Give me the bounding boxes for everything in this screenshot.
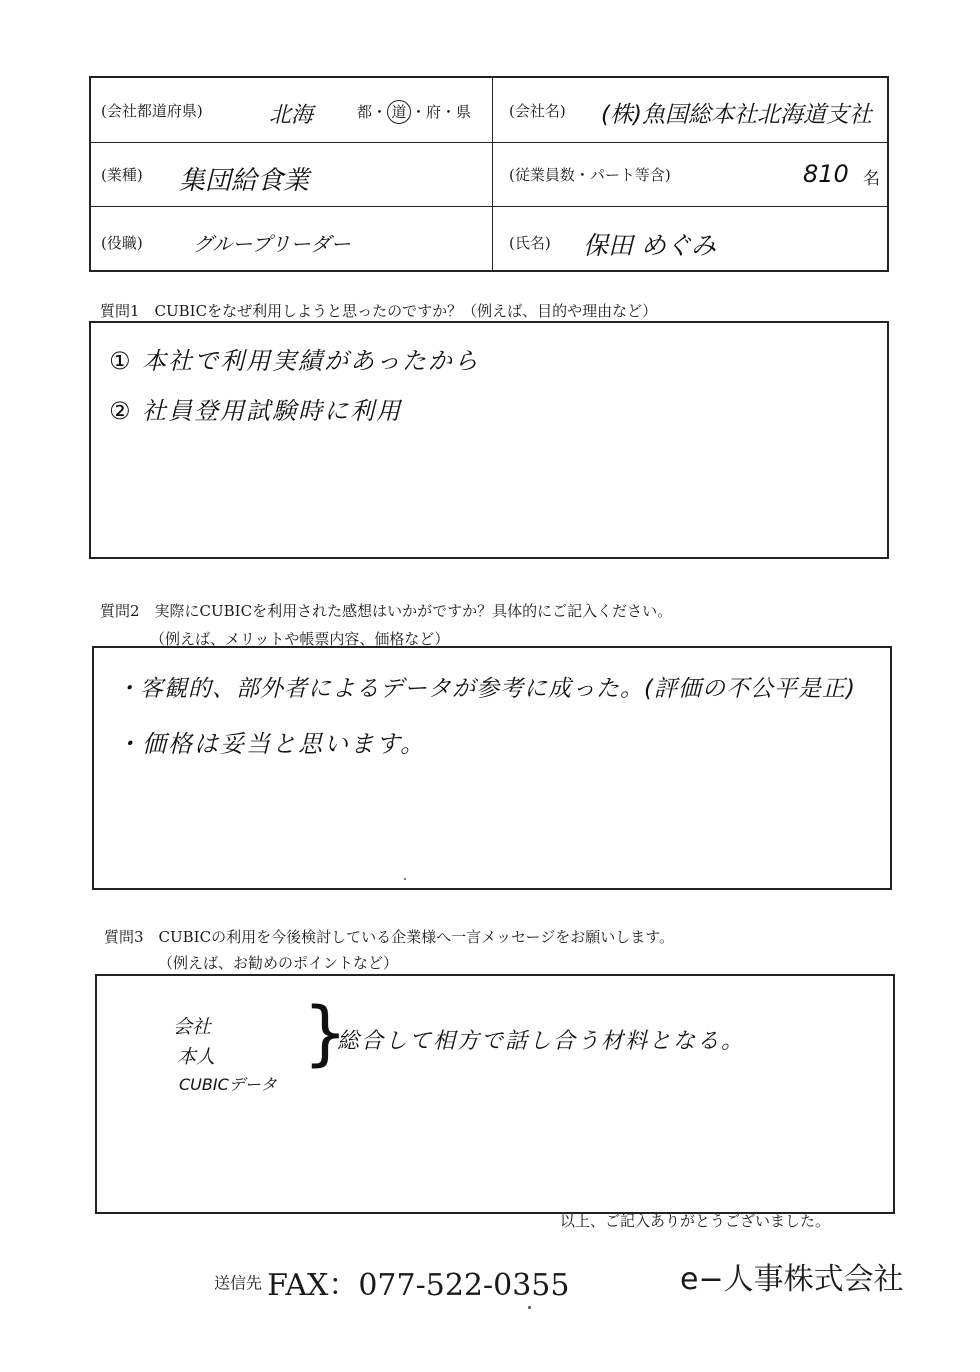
company-label: (会社名) — [509, 102, 566, 120]
footer-company: e−人事株式会社 — [680, 1262, 904, 1297]
q2-answer-2: ・価格は妥当と思います。 — [116, 730, 427, 758]
q2-title: 質問2 実際にCUBICを利用された感想はいかがですか？具体的にご記入ください。 — [100, 602, 673, 620]
employees-value: 810 — [803, 160, 849, 188]
pref-do-circled: 道 — [387, 100, 411, 124]
send-label: 送信先 — [214, 1273, 263, 1293]
column-divider — [492, 78, 493, 270]
q1-answer-1: ① 本社で利用実績があったから — [109, 347, 480, 375]
industry-value: 集団給食業 — [179, 166, 310, 196]
info-table — [89, 76, 889, 272]
footer — [214, 1260, 569, 1304]
scan-speck — [404, 878, 406, 880]
q3-list-item-self: 本人 — [177, 1046, 216, 1068]
prefecture-value: 北海 — [269, 103, 314, 128]
position-value: グループリーダー — [193, 232, 351, 256]
q2-answer-box — [92, 646, 892, 890]
row-divider — [91, 142, 887, 143]
employees-label: (従業員数・パート等含) — [509, 166, 671, 184]
prefecture-label: (会社都道府県) — [101, 102, 203, 120]
employees-unit: 名 — [863, 169, 880, 189]
name-value: 保田 めぐみ — [583, 231, 716, 260]
q1-title: 質問1 CUBICをなぜ利用しようと思ったのですか？（例えば、目的や理由など） — [100, 302, 658, 320]
q3-answer: 総合して相方で話し合う材料となる。 — [337, 1029, 746, 1054]
row-divider — [91, 206, 887, 207]
q2-answer-1: ・客観的、部外者によるデータが参考に成った。(評価の不公平是正) — [116, 676, 856, 702]
fax-number: FAX：077-522-0355 — [267, 1268, 570, 1303]
closing-text: 以上、ご記入ありがとうございました。 — [560, 1212, 831, 1230]
company-value: (株)魚国総本社北海道支社 — [601, 102, 872, 128]
name-label: (氏名) — [509, 234, 551, 252]
q3-list-item-company: 会社 — [173, 1016, 212, 1038]
q1-answer-2: ② 社員登用試験時に利用 — [109, 397, 403, 425]
q3-subtitle: （例えば、お勧めのポイントなど） — [158, 954, 399, 972]
q3-title: 質問3 CUBICの利用を今後検討している企業様へ一言メッセージをお願いします。 — [104, 928, 674, 946]
scan-speck — [528, 1306, 531, 1309]
pref-fu-ken-text: ・府・県 — [411, 103, 472, 121]
q3-brace: } — [303, 992, 348, 1074]
prefecture-to — [357, 100, 471, 124]
position-label: (役職) — [101, 234, 143, 252]
q3-list-item-cubic: CUBICデータ — [179, 1075, 277, 1094]
q3-answer-box — [95, 974, 895, 1214]
pref-to-text: 都・ — [357, 103, 388, 121]
q1-answer-box — [89, 321, 889, 559]
industry-label: (業種) — [101, 166, 143, 184]
q2-subtitle: （例えば、メリットや帳票内容、価格など） — [150, 630, 450, 648]
